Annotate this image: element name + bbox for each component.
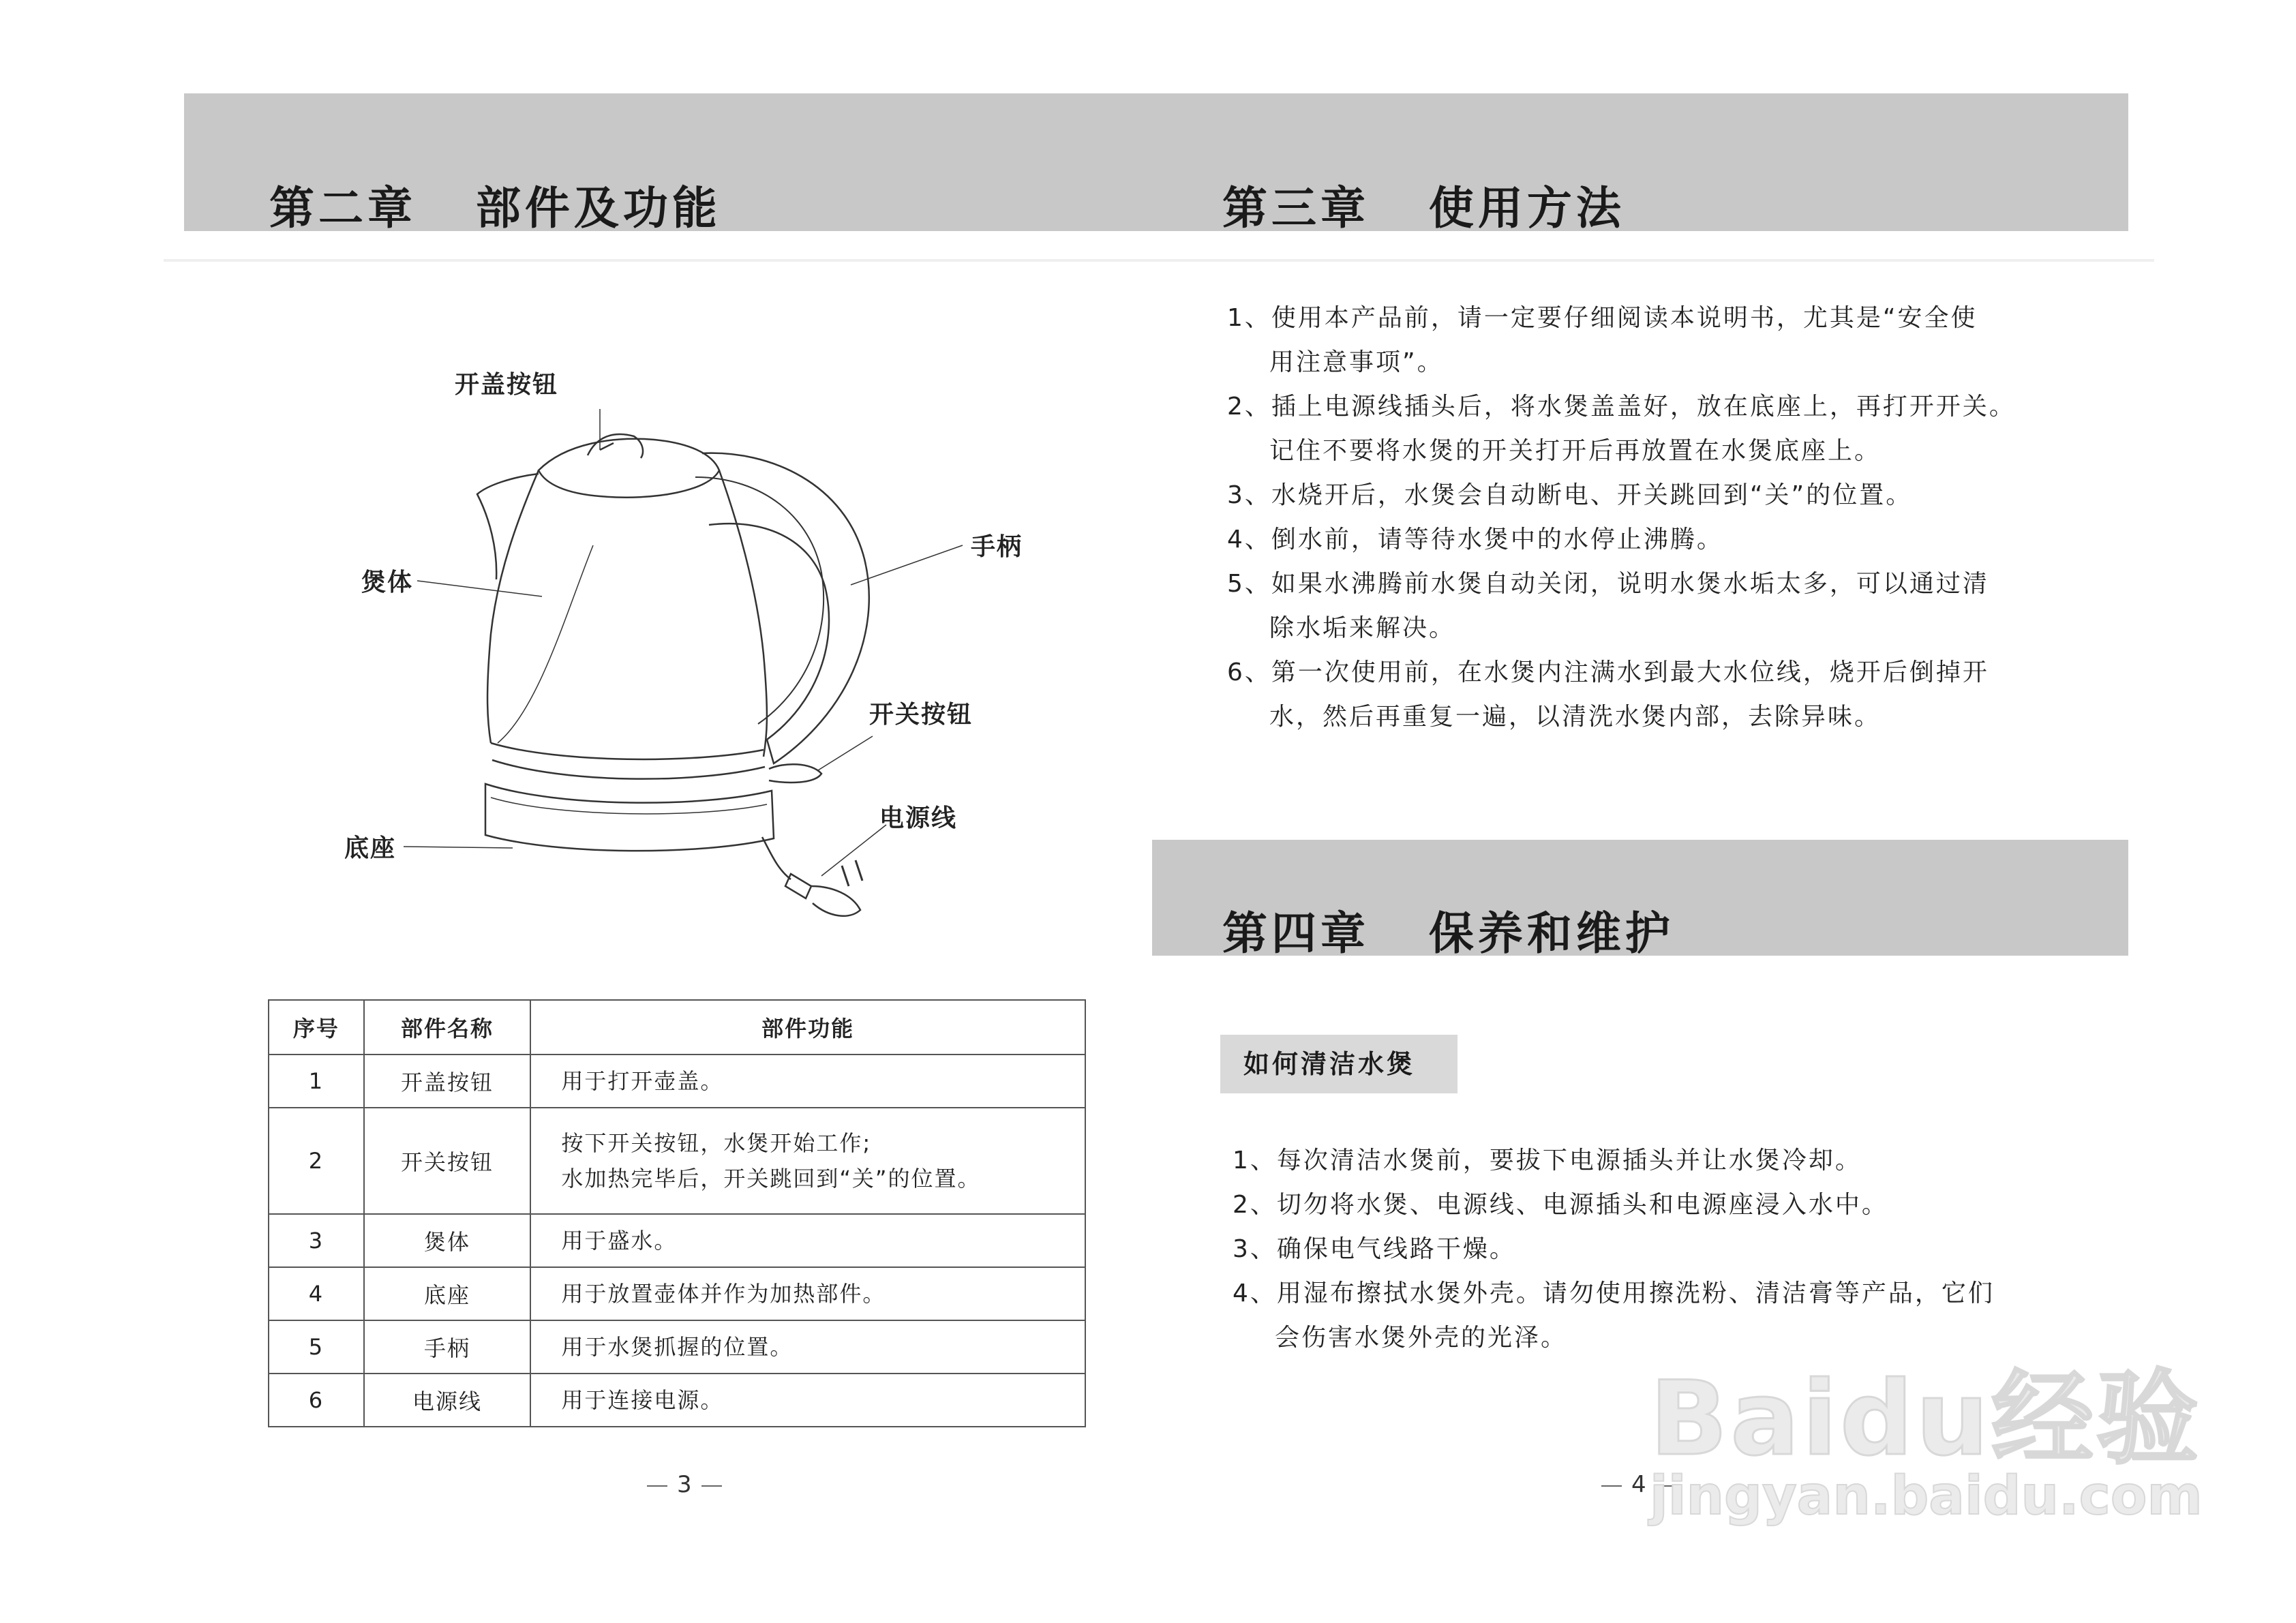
usage-item-4: 4、倒水前，请等待水煲中的水停止沸腾。 xyxy=(1227,526,1723,553)
page-number-left: 3 xyxy=(637,1471,731,1498)
care-item-1: 1、每次清洁水煲前，要拔下电源插头并让水煲冷却。 xyxy=(1233,1147,1862,1174)
usage-item-6-cont: 水，然后再重复一遍，以清洗水煲内部，去除异味。 xyxy=(1269,703,1882,731)
cell-function: 用于连接电源。 xyxy=(530,1374,1085,1427)
table-row xyxy=(269,1108,1085,1214)
table-row xyxy=(269,1320,1085,1374)
label-base: 底座 xyxy=(344,834,397,862)
cell-name: 开盖按钮 xyxy=(364,1055,531,1108)
divider-line xyxy=(164,259,2154,262)
label-handle: 手柄 xyxy=(971,533,1023,561)
cell-no: 2 xyxy=(269,1108,364,1214)
kettle-diagram xyxy=(327,409,1050,927)
chapter2-title: 第二章 部件及功能 xyxy=(269,182,721,234)
cell-function: 用于打开壶盖。 xyxy=(530,1055,1085,1108)
usage-item-2-cont: 记住不要将水煲的开关打开后再放置在水煲底座上。 xyxy=(1269,437,1882,465)
cell-name: 手柄 xyxy=(364,1320,531,1374)
header-part-name: 部件名称 xyxy=(364,1000,531,1055)
usage-item-6: 6、第一次使用前，在水煲内注满水到最大水位线，烧开后倒掉开 xyxy=(1227,658,1989,686)
usage-item-2: 2、插上电源线插头后，将水煲盖盖好，放在底座上，再打开开关。 xyxy=(1227,393,2016,421)
cell-name: 开关按钮 xyxy=(364,1108,531,1214)
label-body: 煲体 xyxy=(361,568,414,596)
usage-item-1: 1、使用本产品前，请一定要仔细阅读本说明书，尤其是“安全使 xyxy=(1227,304,1978,332)
usage-item-5: 5、如果水沸腾前水煲自动关闭，说明水煲水垢太多，可以通过清 xyxy=(1227,570,1989,598)
cell-function: 用于放置壶体并作为加热部件。 xyxy=(530,1267,1085,1320)
cell-name: 底座 xyxy=(364,1267,531,1320)
usage-item-5-cont: 除水垢来解决。 xyxy=(1269,614,1456,642)
chapter3-title: 第三章 使用方法 xyxy=(1222,182,1625,234)
table-header-row xyxy=(269,1000,1085,1055)
usage-list xyxy=(1227,296,2016,739)
usage-item-1-cont: 用注意事项”。 xyxy=(1269,348,1444,376)
cell-name: 煲体 xyxy=(364,1214,531,1267)
label-switch-button: 开关按钮 xyxy=(869,701,973,729)
table-row xyxy=(269,1055,1085,1108)
cell-function: 用于盛水。 xyxy=(530,1214,1085,1267)
chapter4-title: 第四章 保养和维护 xyxy=(1222,907,1674,960)
care-item-4: 4、用湿布擦拭水煲外壳。请勿使用擦洗粉、清洁膏等产品，它们 xyxy=(1233,1279,1995,1307)
care-item-3: 3、确保电气线路干燥。 xyxy=(1233,1235,1516,1263)
cell-no: 3 xyxy=(269,1214,364,1267)
label-power-cord: 电源线 xyxy=(879,804,958,832)
cell-no: 4 xyxy=(269,1267,364,1320)
baidu-watermark-url: jingyan.baidu.com xyxy=(1650,1466,2203,1527)
table-row xyxy=(269,1214,1085,1267)
cell-no: 1 xyxy=(269,1055,364,1108)
header-part-function: 部件功能 xyxy=(530,1000,1085,1055)
cell-function: 用于水煲抓握的位置。 xyxy=(530,1320,1085,1374)
parts-table xyxy=(268,999,1086,1427)
table-row xyxy=(269,1267,1085,1320)
subheading-clean-kettle: 如何清洁水煲 xyxy=(1220,1035,1457,1093)
care-item-4-cont: 会伤害水煲外壳的光泽。 xyxy=(1275,1324,1568,1352)
care-list xyxy=(1233,1138,1995,1360)
baidu-watermark-logo: Baidu经验 xyxy=(1650,1360,2202,1478)
cell-no: 6 xyxy=(269,1374,364,1427)
usage-item-3: 3、水烧开后，水煲会自动断电、开关跳回到“关”的位置。 xyxy=(1227,481,1913,509)
label-lid-button: 开盖按钮 xyxy=(455,371,559,399)
cell-no: 5 xyxy=(269,1320,364,1374)
header-no: 序号 xyxy=(269,1000,364,1055)
table-row xyxy=(269,1374,1085,1427)
care-item-2: 2、切勿将水煲、电源线、电源插头和电源座浸入水中。 xyxy=(1233,1191,1888,1219)
page-number-right: 4 xyxy=(1592,1471,1686,1498)
cell-name: 电源线 xyxy=(364,1374,531,1427)
cell-function: 按下开关按钮，水煲开始工作; 水加热完毕后，开关跳回到“关”的位置。 xyxy=(530,1108,1085,1214)
